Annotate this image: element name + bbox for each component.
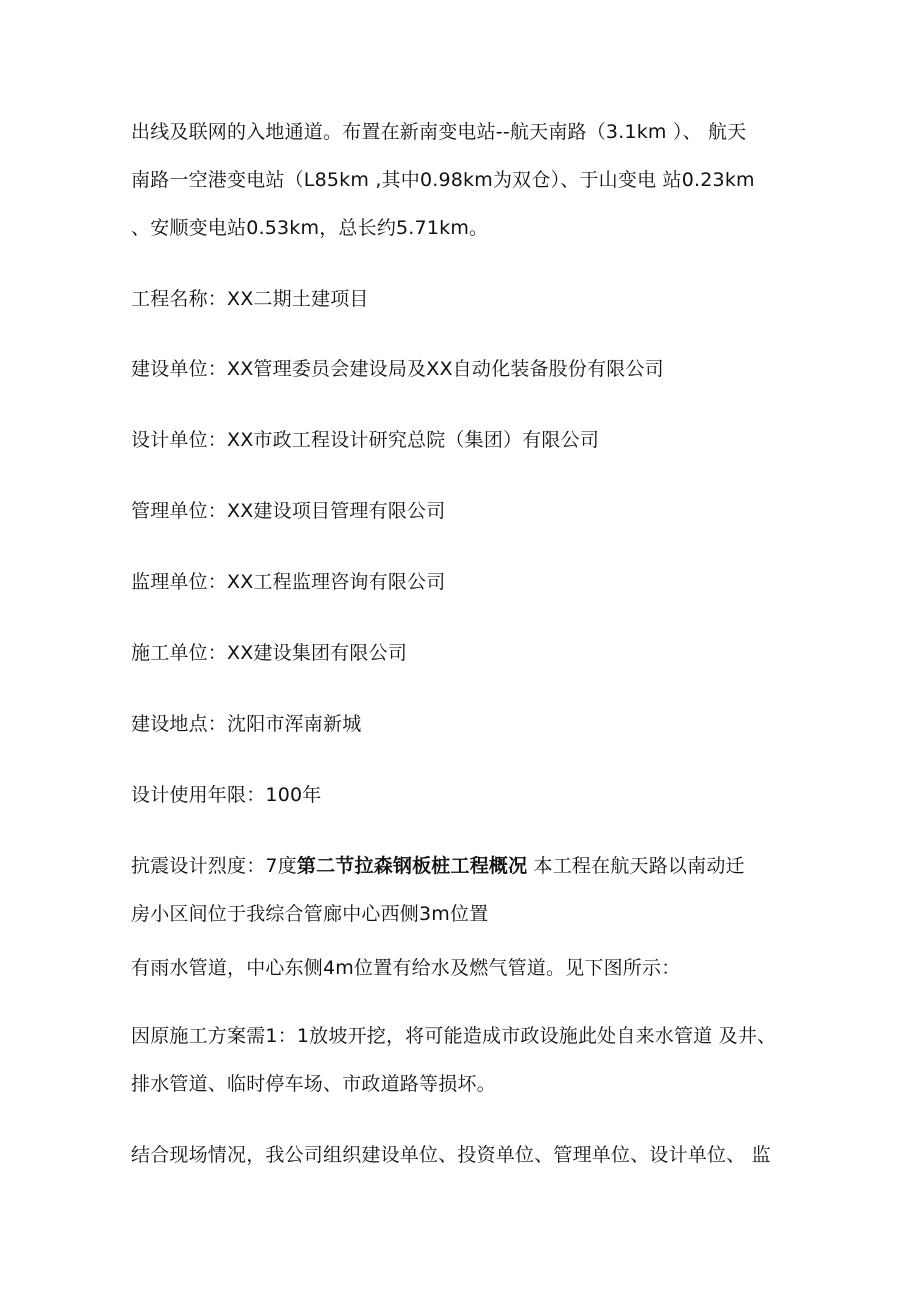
intro-line-3: 、安顺变电站0.53km，总长约5.71km。	[131, 217, 489, 239]
project-name: 工程名称：XX二期土建项目	[131, 288, 369, 310]
body-line-1: 房小区间位于我综合管廊中心西侧3m位置	[131, 903, 489, 925]
intro-line-1: 出线及联网的入地通道。布置在新南变电站--航天南路（3.1km ）、 航天	[131, 121, 747, 143]
seismic-line	[131, 854, 745, 878]
section-intro-text: 本工程在航天路以南动迁	[527, 855, 745, 877]
body-line-4: 排水管道、临时停车场、市政道路等损坏。	[131, 1073, 496, 1095]
construction-unit: 建设单位：XX管理委员会建设局及XX自动化装备股份有限公司	[131, 358, 664, 380]
construction-site: 建设地点：沈阳市浑南新城	[131, 713, 362, 735]
contractor-unit: 施工单位：XX建设集团有限公司	[131, 642, 408, 664]
body-line-3: 因原施工方案需1：1放坡开挖，将可能造成市政设施此处自来水管道 及井、	[131, 1025, 777, 1047]
section-heading: 第二节拉森钢板桩工程概况	[296, 855, 528, 877]
seismic-intensity: 抗震设计烈度：7度	[131, 855, 297, 877]
design-service-life: 设计使用年限：100年	[131, 784, 322, 806]
body-line-5: 结合现场情况，我公司组织建设单位、投资单位、管理单位、设计单位、 监	[131, 1144, 771, 1166]
design-unit: 设计单位：XX市政工程设计研究总院（集团）有限公司	[131, 429, 600, 451]
intro-line-2: 南路一空港变电站（L85km ,其中0.98km为双仓）、于山变电 站0.23km	[131, 169, 755, 191]
management-unit: 管理单位：XX建设项目管理有限公司	[131, 500, 446, 522]
supervision-unit: 监理单位：XX工程监理咨询有限公司	[131, 571, 446, 593]
body-line-2: 有雨水管道，中心东侧4m位置有给水及燃气管道。见下图所示：	[131, 957, 681, 979]
